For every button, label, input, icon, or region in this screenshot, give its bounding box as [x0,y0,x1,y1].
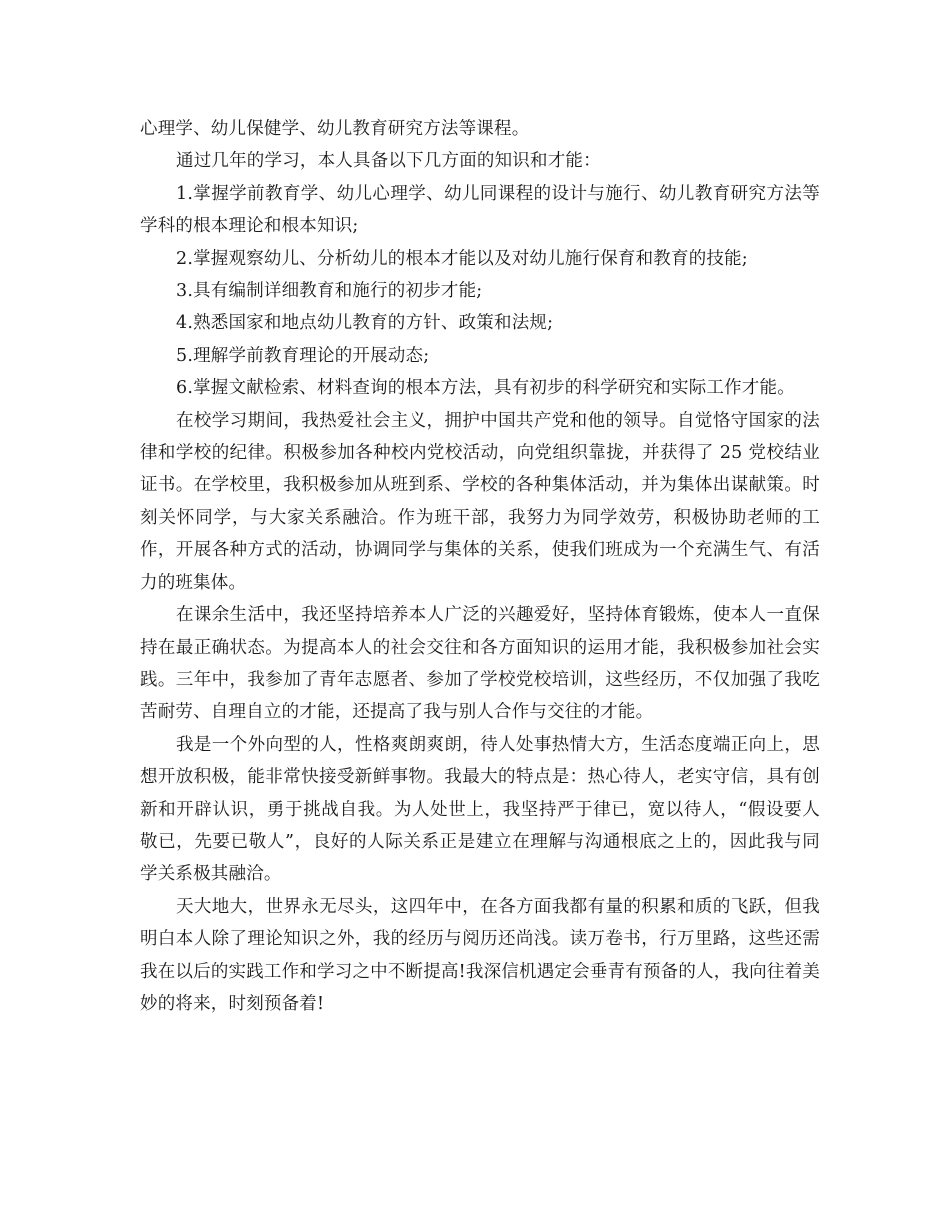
paragraph-extracurricular: 在课余生活中，我还坚持培养本人广泛的兴趣爱好，坚持体育锻炼，使本人一直保持在最正确状态。为提高本人的社会交往和各方面知识的运用才能，我积极参加社会实践。三年中，我参加了青年志愿者、参加了学校党校培训，这些经历，不仅加强了我吃苦耐劳、自理自立的才能，还提高了我与别人合作与交往的才能。 [140,605,820,723]
list-item-1: 1.掌握学前教育学、幼儿心理学、幼儿同课程的设计与施行、幼儿教育研究方法等学科的根本理论和根本知识; [140,183,820,237]
paragraph-2: 通过几年的学习，本人具备以下几方面的知识和才能： [176,151,601,172]
list-item-6: 6.掌握文献检索、材料查询的根本方法，具有初步的科学研究和实际工作才能。 [176,378,795,399]
paragraph-personality: 我是一个外向型的人，性格爽朗爽朗，待人处事热情大方，生活态度端正向上，思想开放积极，能非常快接受新鲜事物。我最大的特点是：热心待人，老实守信，具有创新和开辟认识，勇于挑战自我。为人处世上，我坚持严于律已，宽以待人，“假设要人敬已，先要已敬人”，良好的人际关系正是建立在理解与沟通根底之上的，因此我与同学关系极其融洽。 [140,734,820,885]
list-item-4: 4.熟悉国家和地点幼儿教育的方针、政策和法规; [176,313,554,334]
document-body [140,113,820,1020]
paragraph-school-period: 在校学习期间，我热爱社会主义，拥护中国共产党和他的领导。自觉恪守国家的法律和学校的纪律。积极参加各种校内党校活动，向党组织靠拢，并获得了 25 党校结业证书。在学校里，我积极参加从班到系、学校的各种集体活动，并为集体出谋献策。时刻关怀同学，与大家关系融洽。作为班干部，我努力为同学效劳，积极协助老师的工作，开展各种方式的活动，协调同学与集体的关系，使我们班成为一个充满生气、有活力的班集体。 [140,410,820,593]
list-item-2: 2.掌握观察幼儿、分析幼儿的根本才能以及对幼儿施行保育和教育的技能; [176,248,748,269]
list-item-3: 3.具有编制详细教育和施行的初步才能; [176,281,483,302]
paragraph-conclusion: 天大地大，世界永无尽头，这四年中，在各方面我都有量的积累和质的飞跃，但我明白本人除了理论知识之外，我的经历与阅历还尚浅。读万卷书，行万里路，这些还需我在以后的实践工作和学习之中不断提高!我深信机遇定会垂青有预备的人，我向往着美妙的将来，时刻预备着! [140,896,820,1014]
paragraph-1: 心理学、幼儿保健学、幼儿教育研究方法等课程。 [140,119,530,139]
list-item-5: 5.理解学前教育理论的开展动态; [176,345,430,366]
